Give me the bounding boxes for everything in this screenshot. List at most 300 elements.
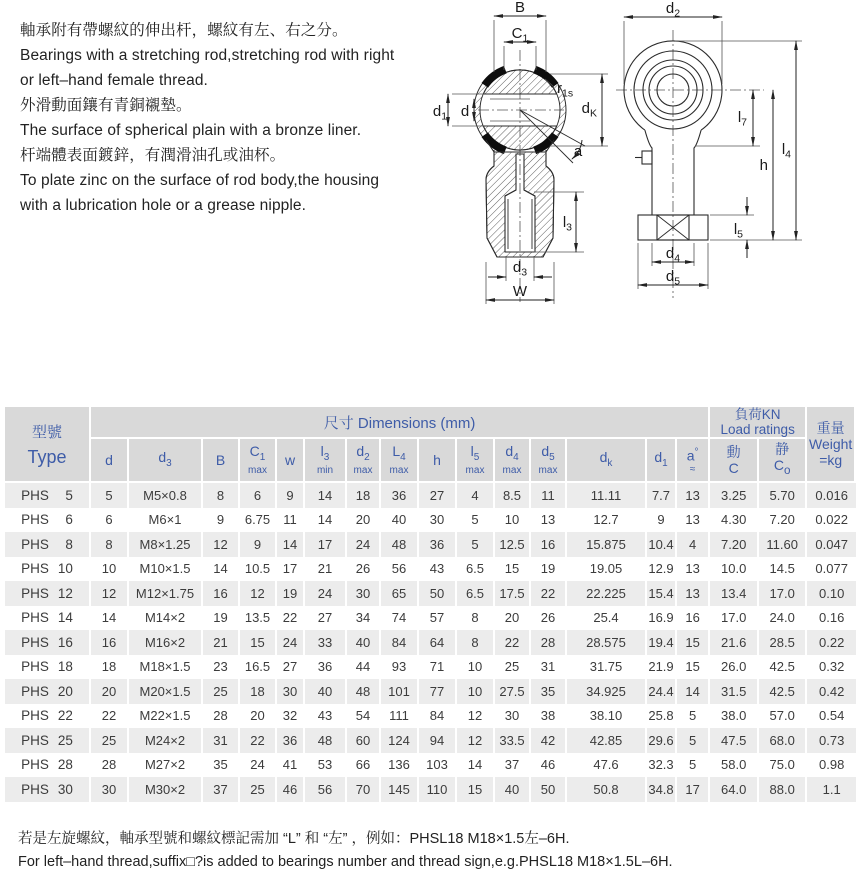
dim-value: M16×2 <box>129 630 203 655</box>
dim-value: 5 <box>677 753 710 778</box>
dim-value: 15 <box>495 557 531 582</box>
note-line-zh: 若是左旋螺紋，軸承型號和螺紋標記需加 “L” 和 “左” ，例如：PHSL18 M18×1.5左–6H. <box>18 831 570 847</box>
dim-value: 24.4 <box>647 679 677 704</box>
dim-value: 9 <box>647 508 677 533</box>
dim-value: 94 <box>419 728 457 753</box>
dim-value: 0.077 <box>815 561 848 577</box>
dim-value: 13 <box>677 581 710 606</box>
dim-value: 48 <box>381 532 419 557</box>
dim-value: 15 <box>677 655 710 680</box>
dim-value: 136 <box>381 753 419 778</box>
dim-value: 38 <box>531 704 567 729</box>
load-ratings-group-header: 負荷KN Load ratings <box>710 407 807 439</box>
dim-value: 36 <box>419 532 457 557</box>
intro-line: with a lubrication hole or a grease nipple. <box>20 197 307 214</box>
dim-value: 10 <box>457 679 495 704</box>
dim-value: 36 <box>381 483 419 508</box>
dim-value: 29.6 <box>647 728 677 753</box>
dim-value: 24 <box>277 630 305 655</box>
dim-value: 6.5 <box>457 581 495 606</box>
dim-label-C1: $C_1$ <box>511 25 529 45</box>
dim-value: 56 <box>381 557 419 582</box>
dim-value: 0.016 <box>815 487 848 503</box>
column-header-l3: $l_3$ min <box>305 439 347 483</box>
dim-value: 0.22 <box>819 634 845 650</box>
dim-value: 11 <box>277 508 305 533</box>
dim-value: 23 <box>203 655 240 680</box>
dim-value: 31 <box>531 655 567 680</box>
dim-value: 24 <box>305 581 347 606</box>
dim-value: 13 <box>677 483 710 508</box>
dim-value: 12 <box>457 728 495 753</box>
intro-line: or left–hand female thread. <box>20 72 208 89</box>
dim-value: 42 <box>531 728 567 753</box>
dim-value: 75.0 <box>759 753 807 778</box>
dim-value: 17.5 <box>495 581 531 606</box>
dim-value: 17.0 <box>759 581 807 606</box>
dim-value: 88.0 <box>759 777 807 802</box>
dim-value: 19 <box>203 606 240 631</box>
column-header-d5: $d_5$ max <box>531 439 567 483</box>
type-cell: PHS 18 <box>5 655 91 680</box>
dim-value: 53 <box>305 753 347 778</box>
dim-value: 9 <box>240 532 277 557</box>
column-header-B: B <box>203 439 240 483</box>
dim-value: 46 <box>531 753 567 778</box>
grease-nipple <box>635 151 652 164</box>
dim-value: 25 <box>240 777 277 802</box>
dim-value: 22 <box>277 606 305 631</box>
dim-value: 74 <box>381 606 419 631</box>
dim-value: 28 <box>91 753 129 778</box>
dim-value: 0.54 <box>819 708 845 724</box>
dim-value: 56 <box>305 777 347 802</box>
dim-value: 66 <box>347 753 381 778</box>
dim-value: 124 <box>381 728 419 753</box>
dim-value: 12 <box>240 581 277 606</box>
dim-value: 8 <box>203 483 240 508</box>
column-header-L4: $L_4$ max <box>381 439 419 483</box>
dim-value: M6×1 <box>129 508 203 533</box>
dim-value: 7.20 <box>710 532 759 557</box>
table-row-phs-10 <box>5 557 856 582</box>
dim-value: 0.32 <box>819 659 845 675</box>
dim-value: 20 <box>347 508 381 533</box>
dim-value: 110 <box>419 777 457 802</box>
dim-value: 4 <box>677 532 710 557</box>
dim-value: 47.5 <box>710 728 759 753</box>
dim-value: 0.16 <box>819 610 845 626</box>
dim-value: 6.5 <box>457 557 495 582</box>
dim-value: 84 <box>381 630 419 655</box>
dim-value: 0.98 <box>819 757 845 773</box>
table-row-phs-8 <box>5 532 856 557</box>
dim-label-a: a <box>573 143 583 160</box>
dim-value: M14×2 <box>129 606 203 631</box>
dim-value: 54 <box>347 704 381 729</box>
type-cell: PHS 14 <box>5 606 91 631</box>
note-line-en: For left–hand thread,suffix□?is added to bearings number and thread sign,e.g.PHSL18 M18×1.5L–6H. <box>18 854 673 870</box>
dim-value: 18 <box>91 655 129 680</box>
dim-value: 32.3 <box>647 753 677 778</box>
dim-label-W: W <box>512 283 528 300</box>
dim-value: 14.5 <box>759 557 807 582</box>
dim-value: 8 <box>457 630 495 655</box>
dim-value: 50 <box>419 581 457 606</box>
dim-value: 31 <box>203 728 240 753</box>
column-header-d2: $d_2$ max <box>347 439 381 483</box>
dim-value: 16 <box>531 532 567 557</box>
dim-value: 8 <box>457 606 495 631</box>
table-row-phs-30 <box>5 777 856 802</box>
dim-value: 22.225 <box>567 581 647 606</box>
dimensions-group-header: 尺寸 Dimensions (mm) <box>91 407 710 439</box>
dim-value: 24 <box>347 532 381 557</box>
type-cell: PHS 8 <box>5 532 91 557</box>
dim-value: 12.5 <box>495 532 531 557</box>
dim-value: 30 <box>495 704 531 729</box>
dim-value: 14 <box>277 532 305 557</box>
dim-value: 26 <box>531 606 567 631</box>
dim-value: 19 <box>277 581 305 606</box>
dim-value: 40 <box>347 630 381 655</box>
table-row-phs-5 <box>5 483 856 508</box>
dim-value: 5 <box>457 532 495 557</box>
dim-value: 31.5 <box>710 679 759 704</box>
cross-section-view <box>433 0 608 304</box>
intro-line: 外滑動面鑲有青銅襯墊。 <box>20 97 192 114</box>
dim-value: 25 <box>495 655 531 680</box>
dim-value: 7.7 <box>647 483 677 508</box>
dim-value: 7.20 <box>759 508 807 533</box>
dim-value: 37 <box>203 777 240 802</box>
dim-value: 31.75 <box>567 655 647 680</box>
dim-value: 6 <box>240 483 277 508</box>
dim-value: 40 <box>381 508 419 533</box>
dim-label-l7: $l_7$ <box>737 109 747 129</box>
dim-value: 43 <box>419 557 457 582</box>
dim-label-d1: $d_1$ <box>432 103 448 123</box>
dim-value: 8 <box>91 532 129 557</box>
dim-value: 77 <box>419 679 457 704</box>
dim-label-d5: $d_5$ <box>665 268 681 288</box>
dim-value: 27.5 <box>495 679 531 704</box>
technical-drawings <box>430 0 860 310</box>
dim-label-l3: $l_3$ <box>562 214 572 234</box>
table-row-phs-6 <box>5 508 856 533</box>
dim-value: M27×2 <box>129 753 203 778</box>
dim-value: 10.4 <box>647 532 677 557</box>
dim-value: 70 <box>347 777 381 802</box>
dim-value: M24×2 <box>129 728 203 753</box>
dim-value: M10×1.5 <box>129 557 203 582</box>
type-cell: PHS 28 <box>5 753 91 778</box>
dim-value: 19.05 <box>567 557 647 582</box>
dim-value: 15 <box>240 630 277 655</box>
dim-value: 32 <box>277 704 305 729</box>
dim-value: 4.30 <box>710 508 759 533</box>
dim-value: 10.0 <box>710 557 759 582</box>
type-cell: PHS 20 <box>5 679 91 704</box>
dim-value: 48 <box>305 728 347 753</box>
column-header-dong-C: 動 C <box>710 439 759 483</box>
dim-value: 10 <box>495 508 531 533</box>
dim-value: 64 <box>419 630 457 655</box>
column-header-l5: $l_5$ max <box>457 439 495 483</box>
dim-value: 13 <box>677 557 710 582</box>
dim-value: 27 <box>277 655 305 680</box>
dim-value: 28 <box>531 630 567 655</box>
column-header-C1: $C_1$ max <box>240 439 277 483</box>
column-header-h: h <box>419 439 457 483</box>
dim-value: M12×1.75 <box>129 581 203 606</box>
intro-line: To plate zinc on the surface of rod body,the housing <box>20 172 380 189</box>
column-header-jing-Co: 静 $C_o$ <box>759 439 807 483</box>
dim-value: 103 <box>419 753 457 778</box>
column-header-d3: $d_3$ <box>129 439 203 483</box>
dim-value: 28 <box>203 704 240 729</box>
dim-value: 71 <box>419 655 457 680</box>
dim-value: 27 <box>419 483 457 508</box>
dim-value: 17 <box>677 777 710 802</box>
dim-value: 19.4 <box>647 630 677 655</box>
dim-value: 1.1 <box>822 781 841 797</box>
dim-value: 14 <box>305 508 347 533</box>
dim-value: 11.60 <box>759 532 807 557</box>
dim-label-l4: $l_4$ <box>781 141 791 161</box>
dim-value: 57 <box>419 606 457 631</box>
dim-value: 41 <box>277 753 305 778</box>
dim-value: 34 <box>347 606 381 631</box>
table-row-phs-25 <box>5 728 856 753</box>
intro-text <box>20 18 432 218</box>
dim-value: 21.6 <box>710 630 759 655</box>
dim-value: 24 <box>240 753 277 778</box>
dim-value: 50 <box>531 777 567 802</box>
dim-value: 93 <box>381 655 419 680</box>
dim-value: 30 <box>419 508 457 533</box>
dim-value: 10 <box>91 557 129 582</box>
dim-value: 30 <box>91 777 129 802</box>
dim-value: 0.022 <box>815 512 848 528</box>
table-row-phs-20 <box>5 679 856 704</box>
dim-value: M30×2 <box>129 777 203 802</box>
dim-value: 20 <box>240 704 277 729</box>
dim-value: 5 <box>677 704 710 729</box>
table-row-phs-12 <box>5 581 856 606</box>
dim-value: 0.10 <box>819 585 845 601</box>
dim-value: 16 <box>203 581 240 606</box>
dimensions-table <box>5 407 856 802</box>
dim-value: 44 <box>347 655 381 680</box>
dim-value: 20 <box>495 606 531 631</box>
dim-value: 21.9 <box>647 655 677 680</box>
dim-value: 36 <box>277 728 305 753</box>
dim-value: 14 <box>91 606 129 631</box>
dim-value: 46 <box>277 777 305 802</box>
intro-line: Bearings with a stretching rod,stretching rod with right <box>20 47 395 64</box>
dim-value: 38.0 <box>710 704 759 729</box>
dim-value: 15 <box>457 777 495 802</box>
type-cell: PHS 12 <box>5 581 91 606</box>
dim-value: 25.8 <box>647 704 677 729</box>
column-header-type: 型號 Type <box>5 407 91 483</box>
dim-value: 60 <box>347 728 381 753</box>
dim-value: 101 <box>381 679 419 704</box>
dim-value: 13 <box>531 508 567 533</box>
dim-value: 15.875 <box>567 532 647 557</box>
dim-value: 10.5 <box>240 557 277 582</box>
dim-value: 111 <box>381 704 419 729</box>
dim-value: 15.4 <box>647 581 677 606</box>
dim-value: 22 <box>495 630 531 655</box>
dim-label-d4: $d_4$ <box>665 245 681 265</box>
dim-value: 5 <box>91 483 129 508</box>
dim-value: 33.5 <box>495 728 531 753</box>
dim-value: 3.25 <box>710 483 759 508</box>
type-cell: PHS 5 <box>5 483 91 508</box>
dim-value: 36 <box>305 655 347 680</box>
type-cell: PHS 22 <box>5 704 91 729</box>
table-row-phs-16 <box>5 630 856 655</box>
dim-value: 35 <box>531 679 567 704</box>
dim-value: 22 <box>531 581 567 606</box>
dim-value: 12.9 <box>647 557 677 582</box>
dim-value: 12 <box>457 704 495 729</box>
dim-value: M18×1.5 <box>129 655 203 680</box>
table-row-phs-22 <box>5 704 856 729</box>
dimensions-table-wrap <box>5 407 856 802</box>
dim-value: 17 <box>277 557 305 582</box>
table-row-phs-14 <box>5 606 856 631</box>
dim-value: 84 <box>419 704 457 729</box>
dim-value: 37 <box>495 753 531 778</box>
dim-value: 16.5 <box>240 655 277 680</box>
dim-value: 21 <box>203 630 240 655</box>
dim-value: 16.9 <box>647 606 677 631</box>
column-header-d: d <box>91 439 129 483</box>
dim-label-B: B <box>514 0 526 16</box>
dim-value: 12 <box>203 532 240 557</box>
intro-line: 軸承附有帶螺紋的伸出杆，螺紋有左、右之分。 <box>20 22 348 39</box>
dim-label-h: h <box>759 157 768 174</box>
dim-value: 5 <box>457 508 495 533</box>
dim-value: 64.0 <box>710 777 759 802</box>
dim-value: 13.4 <box>710 581 759 606</box>
dim-value: 34.8 <box>647 777 677 802</box>
intro-line: The surface of spherical plain with a bronze liner. <box>20 122 362 139</box>
type-cell: PHS 16 <box>5 630 91 655</box>
dim-value: 20 <box>91 679 129 704</box>
column-header-a: a° ≈ <box>677 439 710 483</box>
dim-value: 42.5 <box>759 679 807 704</box>
dim-value: 68.0 <box>759 728 807 753</box>
dim-label-r1s: $r_{1s}$ <box>557 80 574 100</box>
dim-value: 0.73 <box>819 732 845 748</box>
dim-value: 4 <box>457 483 495 508</box>
dim-value: 15 <box>677 630 710 655</box>
dim-value: 11.11 <box>567 483 647 508</box>
table-row-phs-28 <box>5 753 856 778</box>
dim-value: 34.925 <box>567 679 647 704</box>
dim-value: 6.75 <box>240 508 277 533</box>
dim-value: M22×1.5 <box>129 704 203 729</box>
dim-value: 8.5 <box>495 483 531 508</box>
dim-value: 42.5 <box>759 655 807 680</box>
dim-value: 14 <box>457 753 495 778</box>
dim-value: 12 <box>91 581 129 606</box>
column-header-w: w <box>277 439 305 483</box>
dim-value: 40 <box>495 777 531 802</box>
dim-value: 40 <box>305 679 347 704</box>
dim-value: 30 <box>277 679 305 704</box>
dim-value: 26.0 <box>710 655 759 680</box>
dim-value: 50.8 <box>567 777 647 802</box>
dim-value: M20×1.5 <box>129 679 203 704</box>
footer-notes <box>18 828 848 874</box>
dim-value: 27 <box>305 606 347 631</box>
dim-value: 6 <box>91 508 129 533</box>
dim-value: 145 <box>381 777 419 802</box>
type-cell: PHS 6 <box>5 508 91 533</box>
type-cell: PHS 10 <box>5 557 91 582</box>
dim-value: 47.6 <box>567 753 647 778</box>
type-cell: PHS 25 <box>5 728 91 753</box>
dim-value: 11 <box>531 483 567 508</box>
dim-value: 13.5 <box>240 606 277 631</box>
dim-value: 10 <box>457 655 495 680</box>
dim-value: 65 <box>381 581 419 606</box>
dim-value: 16 <box>91 630 129 655</box>
dim-value: 9 <box>277 483 305 508</box>
dim-value: 48 <box>347 679 381 704</box>
dim-value: 19 <box>531 557 567 582</box>
dim-value: 25 <box>203 679 240 704</box>
dim-value: 14 <box>677 679 710 704</box>
dim-value: 22 <box>240 728 277 753</box>
intro-line: 杆端體表面鍍鋅，有潤滑油孔或油杯。 <box>20 147 286 164</box>
dim-value: 42.85 <box>567 728 647 753</box>
dim-label-d: d <box>460 103 470 120</box>
dim-value: 17.0 <box>710 606 759 631</box>
dim-value: 14 <box>305 483 347 508</box>
dim-value: 30 <box>347 581 381 606</box>
dim-value: 28.5 <box>759 630 807 655</box>
dim-value: 24.0 <box>759 606 807 631</box>
dim-value: 25 <box>91 728 129 753</box>
dim-value: 14 <box>203 557 240 582</box>
side-view <box>616 0 802 298</box>
dim-value: 5.70 <box>759 483 807 508</box>
dim-value: 13 <box>677 508 710 533</box>
dim-value: 0.42 <box>819 683 845 699</box>
dim-value: 26 <box>347 557 381 582</box>
dim-value: M5×0.8 <box>129 483 203 508</box>
dim-value: 18 <box>240 679 277 704</box>
dim-value: 22 <box>91 704 129 729</box>
column-header-d4: $d_4$ max <box>495 439 531 483</box>
dim-value: 9 <box>203 508 240 533</box>
dim-value: 12.7 <box>567 508 647 533</box>
dim-value: 17 <box>305 532 347 557</box>
dim-value: 16 <box>677 606 710 631</box>
dim-value: 58.0 <box>710 753 759 778</box>
dim-label-l5: $l_5$ <box>733 221 743 241</box>
column-header-d1: $d_1$ <box>647 439 677 483</box>
dim-label-dK: $d_K$ <box>581 100 597 120</box>
table-row-phs-18 <box>5 655 856 680</box>
dim-value: 33 <box>305 630 347 655</box>
